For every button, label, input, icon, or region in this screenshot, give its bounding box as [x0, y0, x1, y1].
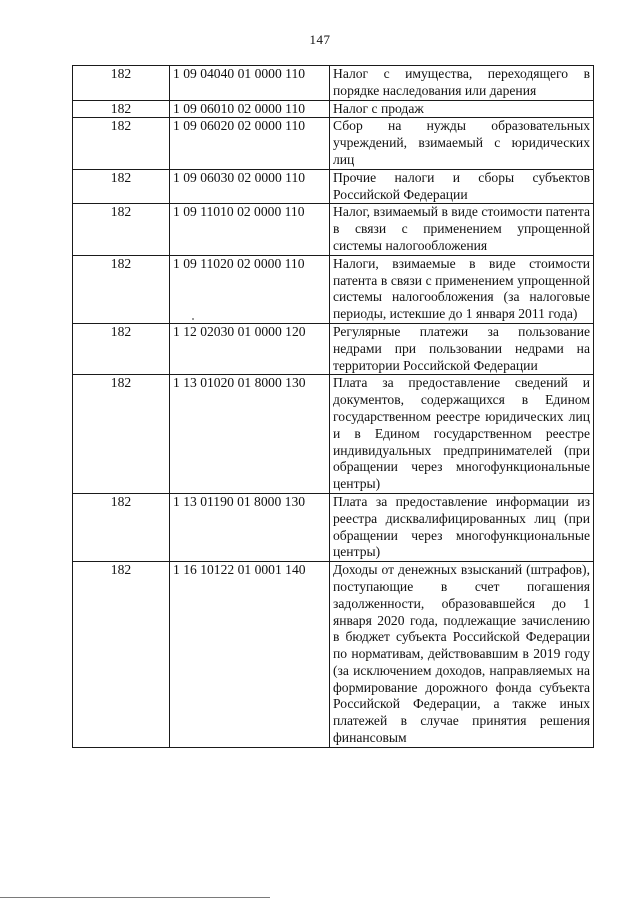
- revenue-name-cell: Доходы от денежных взысканий (штрафов), поступающие в счет погашения задолженности, образовавшейся до 1 января 2020 года, подлежащие зачислению в бюджет субъекта Российской Федерации по нормативам, действовавшим в 2019 году (за исключением доходов, направляемых на формирование дорожного фонда субъекта Российской Федерации, а также иных платежей в случае принятия решения финансовым: [330, 562, 594, 748]
- budget-code-cell: 1 09 04040 01 0000 110: [170, 66, 330, 101]
- table-row: [73, 169, 594, 204]
- admin-code-cell: 182: [73, 118, 170, 169]
- budget-code-cell: 1 09 06010 02 0000 110: [170, 100, 330, 118]
- table-row: [73, 375, 594, 494]
- admin-code-cell: 182: [73, 204, 170, 255]
- table-row: [73, 255, 594, 323]
- budget-code-cell: 1 16 10122 01 0001 140: [170, 562, 330, 748]
- revenue-name-cell: Налоги, взимаемые в виде стоимости патента в связи с применением упрощенной системы налогообложения (за налоговые периоды, истекшие до 1 января 2011 года): [330, 255, 594, 323]
- budget-code-cell: 1 13 01020 01 8000 130: [170, 375, 330, 494]
- footnote-rule: [0, 897, 270, 898]
- table-row: [73, 562, 594, 748]
- revenue-name-cell: Налог, взимаемый в виде стоимости патента в связи с применением упрощенной системы налогообложения: [330, 204, 594, 255]
- table-row: [73, 493, 594, 561]
- admin-code-cell: 182: [73, 169, 170, 204]
- admin-code-cell: 182: [73, 323, 170, 374]
- table-row: [73, 204, 594, 255]
- table-row: [73, 323, 594, 374]
- table-row: [73, 118, 594, 169]
- budget-code-cell: 1 12 02030 01 0000 120: [170, 323, 330, 374]
- scan-speck: [192, 318, 194, 320]
- page-number: 147: [309, 32, 331, 47]
- admin-code-cell: 182: [73, 100, 170, 118]
- table-row: [73, 66, 594, 101]
- admin-code-cell: 182: [73, 493, 170, 561]
- admin-code-cell: 182: [73, 66, 170, 101]
- admin-code-cell: 182: [73, 375, 170, 494]
- revenue-name-cell: Регулярные платежи за пользование недрами при пользовании недрами на территории Российской Федерации: [330, 323, 594, 374]
- revenue-name-cell: Налог с имущества, переходящего в порядке наследования или дарения: [330, 66, 594, 101]
- revenue-name-cell: Налог с продаж: [330, 100, 594, 118]
- budget-code-cell: 1 09 11020 02 0000 110: [170, 255, 330, 323]
- budget-code-cell: 1 13 01190 01 8000 130: [170, 493, 330, 561]
- admin-code-cell: 182: [73, 562, 170, 748]
- revenue-name-cell: Прочие налоги и сборы субъектов Российской Федерации: [330, 169, 594, 204]
- budget-code-cell: 1 09 06020 02 0000 110: [170, 118, 330, 169]
- table-row: [73, 100, 594, 118]
- revenue-name-cell: Плата за предоставление сведений и документов, содержащихся в Едином государственном реестре юридических лиц и в Едином государственном реестре индивидуальных предпринимателей (при обращении через многофункциональные центры): [330, 375, 594, 494]
- budget-code-cell: 1 09 11010 02 0000 110: [170, 204, 330, 255]
- admin-code-cell: 182: [73, 255, 170, 323]
- revenue-name-cell: Плата за предоставление информации из реестра дисквалифицированных лиц (при обращении через многофункциональные центры): [330, 493, 594, 561]
- revenue-name-cell: Сбор на нужды образовательных учреждений, взимаемый с юридических лиц: [330, 118, 594, 169]
- revenue-codes-table: [72, 65, 594, 748]
- budget-code-cell: 1 09 06030 02 0000 110: [170, 169, 330, 204]
